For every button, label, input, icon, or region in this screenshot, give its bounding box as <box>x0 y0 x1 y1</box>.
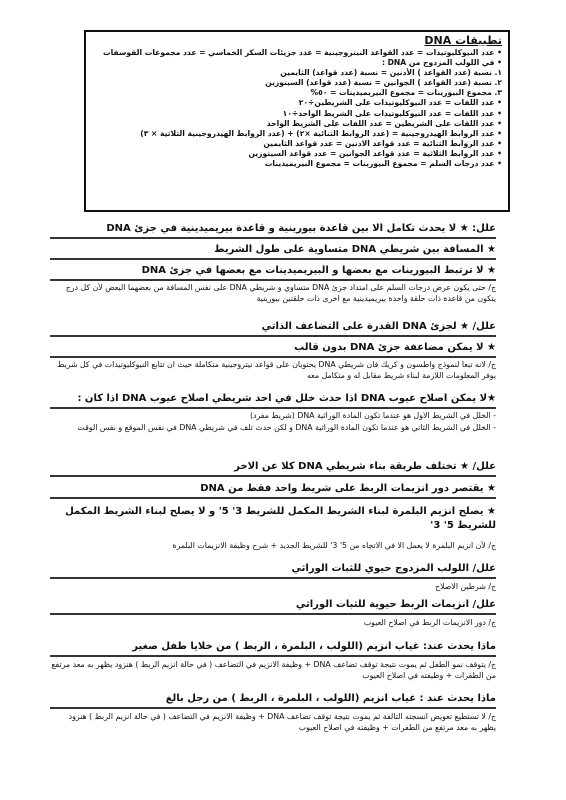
underline-bar <box>50 279 496 281</box>
underline-bar <box>50 577 496 579</box>
question-text: ★ يقتصر دور انزيمات الربط على شريط واحد فقط من DNA <box>200 483 496 494</box>
question-heading <box>50 222 496 239</box>
underline-bar <box>50 356 496 358</box>
answer-text: ج/ شرطين الاصلاح <box>435 582 496 591</box>
underline-bar <box>50 497 496 499</box>
question-text: ماذا يحدث عند : غياب انزيم (اللولب ، البلمرة ، الربط ) من رجل بالغ <box>165 693 496 704</box>
question-text: ★ المسافة بين شريطي DNA متساوية على طول الشريط <box>214 244 496 255</box>
answer-text: - الخلل في الشريط الاول هو عندما تكون المادة الوراثية DNA (شريط مفرد) <box>249 411 496 420</box>
answer-text: ج/ لا تستطيع تعويض انسجته التالفة ثم يموت نتيجة توقف تضاعف DNA + وظيفة الانزيم في التضاعف ( في حالة انزيم الربط ) هنزود يظهر به معد مرتفع من الطفرات + وظيفته في اصلاح العيوب <box>68 712 496 732</box>
question-text: ماذا يحدث عند: غياب انزيم (اللولب ، البلمرة ، الربط ) من خلايا طفل صغير <box>132 641 496 652</box>
question-heading <box>50 562 496 579</box>
underline-bar <box>50 335 496 337</box>
box-line: • عدد اللفات = عدد النيوكليوتيدات على الشريطين÷٢٠ <box>298 98 502 108</box>
box-title: تطبيقات DNA <box>424 34 502 47</box>
question-heading <box>50 264 496 281</box>
question-text: علل/ ★ تختلف طريقة بناء شريطي DNA كلا عن الاخر <box>234 461 496 472</box>
box-line: • عدد الروابط الثنائية = عدد قواعد الادنين = عدد قواعد الثايمين <box>263 138 502 148</box>
box-line: • عدد اللفات = عدد النيوكليوتيدات على الشريط الواحد÷١٠ <box>282 108 502 118</box>
question-heading <box>50 640 496 657</box>
question-heading <box>50 460 496 477</box>
question-text: علل/ انزيمات الربط حيوية للثبات الوراثي <box>295 599 496 610</box>
box-line: • عدد اللفات على الشريطين = عدد اللفات على الشريط الواحد <box>266 118 502 128</box>
question-heading <box>50 320 496 337</box>
underline-bar <box>50 613 496 615</box>
box-line: ١. نسبة (عدد القواعد ) الأدنين = نسبة (عدد قواعد) الثايمين <box>280 68 502 78</box>
question-heading <box>50 341 496 358</box>
question-heading <box>50 505 496 539</box>
answer-text: ج/ دور الانزيمات الربط في اصلاح العيوب <box>363 618 496 627</box>
question-text: ★ لا يمكن مضاعفة جزئ DNA بدون قالب <box>294 342 496 353</box>
box-line: • عدد الروابط الثلاثية = عدد قواعد الجوانين = عدد قواعد السيتوزين <box>248 148 502 158</box>
question-text: علل: ★ لا يحدث تكامل الا بين قاعدة بيورينية و قاعدة بيريميدينية في جزئ DNA <box>106 223 496 234</box>
question-heading <box>50 598 496 615</box>
answer-text: ج/ لأن انزيم البلمرة لا يعمل الا في الاتجاه من 5' 3' للشريط الجديد + شرح وظيفة الانزيمات البلمرة <box>172 541 496 550</box>
question-text: ★ لا ترتبط البيورينات مع بعضها و البيريميدينات مع بعضها في جزئ DNA <box>141 265 496 276</box>
answer-text: ج/ لانه تبعا لنموذج واطسون و كريك فان شريطي DNA يحتويان على قواعد نيتروجينية متكاملة حيث ان تتابع النيوكليوتيدات في كل شريط يوفر المعلومات اللازمة لبناء شريط مقابل له و متكامل معه <box>57 360 496 380</box>
underline-bar <box>50 655 496 657</box>
box-line: • عدد درجات السلم = مجموع البيورينات = مجموع البيريميدينات <box>264 159 502 169</box>
box-line: ٢. نسبة (عدد القواعد ) الجوانين = نسبة (عدد قواعد) السيتوزين <box>265 78 502 88</box>
answer-text: ج/ حتى يكون عرض درجات السلم على امتداد جزئ DNA متساوي و شريطي DNA على نفس المسافة من بعضهما البعض لأن كل درج يتكون من قاعدة ذات حلقة واحدة بيريميدينية مع اخرى ذات حلقتين بيورينية <box>65 283 496 303</box>
question-heading <box>50 692 496 709</box>
question-heading <box>50 482 496 499</box>
underline-bar <box>50 237 496 239</box>
box-line: • عدد الروابط الهيدروجينية = (عدد الروابط الثنائية ×٢) + (عدد الروابط الهيدروجينية الثلاثية × ٣) <box>140 128 502 138</box>
question-text: علل/ اللولب المزدوج حيوي للثبات الوراثي <box>291 563 496 574</box>
box-line: • في اللولب المزدوج من DNA : <box>381 58 502 68</box>
underline-bar <box>50 475 496 477</box>
answer-text: - الخلل في الشريط الثاني هو عندما تكون المادة الوراثية DNA و لكن حدث تلف في شريطي DNA في نفس الموقع و نفس الوقت <box>77 423 496 432</box>
question-text: ★لا يمكن اصلاح عيوب DNA اذا حدث خلل في احد شريطي اصلاح عيوب DNA اذا كان : <box>77 393 496 404</box>
underline-bar <box>50 407 496 409</box>
question-heading <box>50 243 496 260</box>
box-line: • عدد النيوكليوتيدات = عدد القواعد النيتروجينية = عدد جزيئات السكر الخماسي = عدد مجموعات الفوسفات <box>102 48 502 57</box>
box-line: ٣. مجموع البيورينات = مجموع البيريميدينات = ٥٠% <box>310 88 502 98</box>
question-text: علل/ ★ لجزئ DNA القدرة على التضاعف الذاتي <box>261 321 496 332</box>
dna-applications-box <box>84 30 510 212</box>
question-text: ★ يصلح انزيم البلمرة لبناء الشريط المكمل للشريط 3' 5' و لا يصلح لبناء الشريط المكمل للشريط 5' 3' <box>65 506 496 531</box>
answer-text: ج/ يتوقف نمو الطفل ثم يموت نتيجة توقف تضاعف DNA + وظيفة الانزيم في التضاعف ( في حالة انزيم الربط ) هنزود يظهر به معد مرتفع من الطفرات + وظيفته في اصلاح العيوب <box>51 660 496 680</box>
underline-bar <box>50 258 496 260</box>
underline-bar <box>50 707 496 709</box>
question-heading <box>50 392 496 409</box>
